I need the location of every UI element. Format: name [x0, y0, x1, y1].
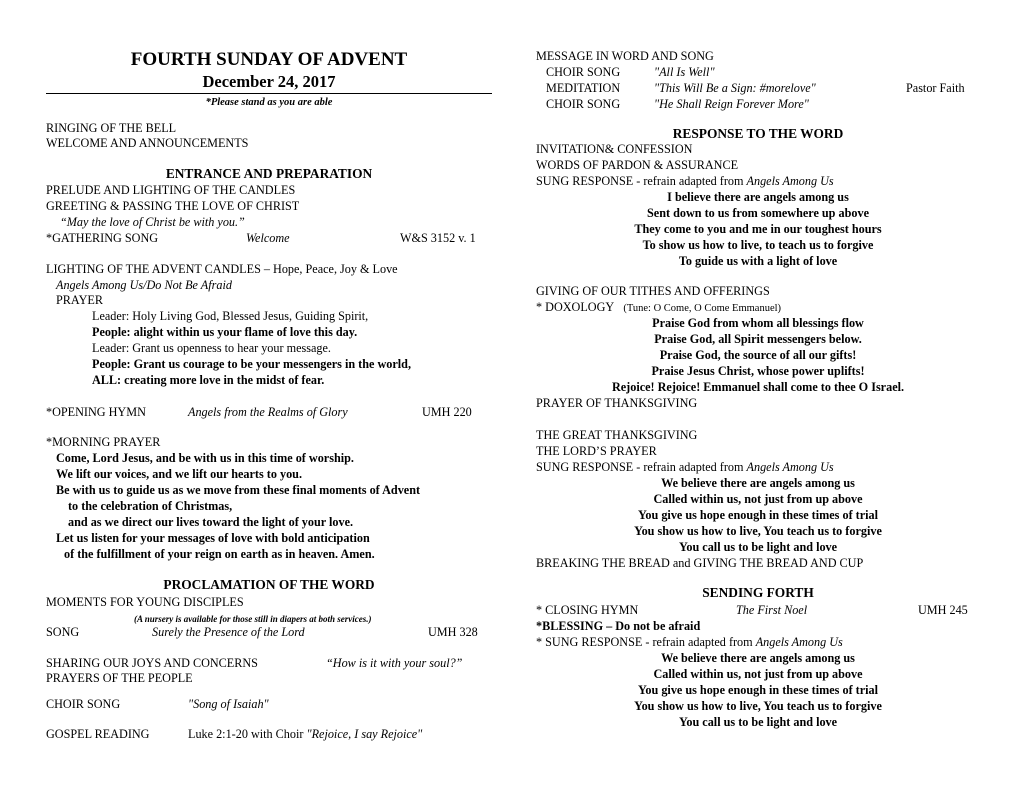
sung-response-2-line: Called within us, not just from up above: [653, 492, 863, 506]
moments-young-disciples: MOMENTS FOR YOUNG DISCIPLES: [46, 595, 244, 609]
greeting: GREETING & PASSING THE LOVE OF CHRIST: [46, 199, 300, 213]
morning-prayer-line: Let us listen for your messages of love with bold anticipation: [56, 531, 370, 545]
doxology-line: Rejoice! Rejoice! Emmanuel shall come to thee O Israel.: [611, 380, 905, 394]
response-heading: RESPONSE TO THE WORD: [672, 126, 844, 141]
sung-response-1-line: I believe there are angels among us: [667, 190, 849, 204]
sung-response-3-source: Angels Among Us: [755, 635, 843, 649]
advent-song: Angels Among Us/Do Not Be Afraid: [56, 278, 232, 292]
gathering-song-label: *GATHERING SONG: [46, 231, 159, 245]
prayer-line: People: alight within us your flame of love this day.: [92, 325, 358, 339]
sung-response-1-source: Angels Among Us: [746, 174, 834, 188]
choir-song-title: "Song of Isaiah": [188, 697, 269, 711]
sung-response-3-line: You show us how to live, You teach us to forgive: [634, 699, 882, 713]
morning-prayer-line: of the fulfillment of your reign on earth as in heaven. Amen.: [64, 547, 375, 561]
message-heading: MESSAGE IN WORD AND SONG: [536, 49, 714, 63]
sung-response-2: [536, 460, 834, 476]
prayer-thanksgiving: PRAYER OF THANKSGIVING: [536, 396, 698, 410]
morning-prayer-label: *MORNING PRAYER: [46, 435, 161, 449]
opening-hymn-label: *OPENING HYMN: [46, 405, 146, 419]
great-thanksgiving: THE GREAT THANKSGIVING: [536, 428, 698, 442]
giving-tithes: GIVING OF OUR TITHES AND OFFERINGS: [536, 284, 770, 298]
prelude: PRELUDE AND LIGHTING OF THE CANDLES: [46, 183, 296, 197]
sung-response-2-line: You show us how to live, You teach us to forgive: [634, 524, 882, 538]
lords-prayer: THE LORD’S PRAYER: [536, 444, 657, 458]
choir1-title: "All Is Well": [654, 65, 715, 79]
sung-response-2-label: SUNG RESPONSE - refrain adapted from: [536, 460, 744, 474]
gathering-song-title: Welcome: [246, 231, 290, 245]
gospel-ref-text: Luke 2:1-20 with Choir: [188, 727, 304, 741]
prayers-people: PRAYERS OF THE PEOPLE: [46, 671, 193, 685]
choir-song-label: CHOIR SONG: [46, 697, 121, 711]
entrance-heading: ENTRANCE AND PREPARATION: [165, 166, 373, 181]
choir2-title: "He Shall Reign Forever More": [654, 97, 809, 111]
gospel-ref: [188, 727, 422, 743]
sung-response-1-line: Sent down to us from somewhere up above: [647, 206, 869, 220]
song-label: SONG: [46, 625, 80, 639]
song-title: Surely the Presence of the Lord: [152, 625, 305, 639]
sharing-quote: “How is it with your soul?”: [326, 656, 463, 670]
prayer-line: ALL: creating more love in the midst of fear.: [92, 373, 325, 387]
meditation-label: MEDITATION: [546, 81, 621, 95]
sung-response-3-label: * SUNG RESPONSE - refrain adapted from: [536, 635, 753, 649]
nursery-note: (A nursery is available for those still in diapers at both services.): [134, 614, 372, 624]
closing-hymn-title: The First Noel: [736, 603, 808, 617]
page-title: FOURTH SUNDAY OF ADVENT: [130, 49, 408, 70]
ringing-bell: RINGING OF THE BELL: [46, 121, 177, 135]
sending-heading: SENDING FORTH: [702, 585, 814, 600]
doxology-label: * DOXOLOGY: [536, 300, 615, 314]
choir1-label: CHOIR SONG: [546, 65, 621, 79]
sung-response-2-line: We believe there are angels among us: [661, 476, 855, 490]
closing-hymn-label: * CLOSING HYMN: [536, 603, 639, 617]
sung-response-1-line: To guide us with a light of love: [678, 254, 838, 268]
choir2-label: CHOIR SONG: [546, 97, 621, 111]
words-of-pardon: WORDS OF PARDON & ASSURANCE: [536, 158, 739, 172]
sung-response-1-line: To show us how to live, to teach us to forgive: [642, 238, 874, 252]
opening-hymn-title: Angels from the Realms of Glory: [188, 405, 348, 419]
sung-response-1-label: SUNG RESPONSE - refrain adapted from: [536, 174, 744, 188]
sung-response-3-line: You call us to be light and love: [678, 715, 838, 729]
sung-response-2-line: You give us hope enough in these times of trial: [637, 508, 879, 522]
doxology-line: Praise God, the source of all our gifts!: [659, 348, 857, 362]
proclamation-heading: PROCLAMATION OF THE WORD: [163, 577, 375, 592]
sung-response-1-line: They come to you and me in our toughest hours: [634, 222, 882, 236]
doxology-line: Praise God from whom all blessings flow: [652, 316, 864, 330]
gospel-song-title: "Rejoice, I say Rejoice": [306, 727, 423, 741]
sung-response-2-source: Angels Among Us: [746, 460, 834, 474]
song-ref: UMH 328: [428, 625, 478, 639]
morning-prayer-line: Be with us to guide us as we move from these final moments of Advent: [56, 483, 421, 497]
doxology-line: Praise Jesus Christ, whose power uplifts!: [651, 364, 865, 378]
morning-prayer-line: and as we direct our lives toward the light of your love.: [68, 515, 354, 529]
meditation-title: "This Will Be a Sign: #morelove": [654, 81, 816, 95]
greeting-quote: “May the love of Christ be with you.”: [60, 215, 245, 229]
sung-response-3-line: Called within us, not just from up above: [653, 667, 863, 681]
invitation-confession: INVITATION& CONFESSION: [536, 142, 693, 156]
blessing: *BLESSING – Do not be afraid: [536, 619, 701, 633]
morning-prayer-line: We lift our voices, and we lift our hearts to you.: [56, 467, 302, 481]
doxology-tune: (Tune: O Come, O Come Emmanuel): [623, 303, 782, 314]
welcome-announcements: WELCOME AND ANNOUNCEMENTS: [46, 136, 249, 150]
prayer-label: PRAYER: [56, 293, 103, 307]
service-date: December 24, 2017: [202, 72, 336, 91]
morning-prayer-line: Come, Lord Jesus, and be with us in this time of worship.: [56, 451, 354, 465]
gathering-song-ref: W&S 3152 v. 1: [400, 231, 476, 245]
prayer-line: Leader: Holy Living God, Blessed Jesus, Guiding Spirit,: [92, 309, 369, 323]
doxology: [536, 300, 781, 317]
closing-hymn-ref: UMH 245: [918, 603, 968, 617]
sung-response-3-line: We believe there are angels among us: [661, 651, 855, 665]
gospel-label: GOSPEL READING: [46, 727, 150, 741]
breaking-bread: BREAKING THE BREAD and GIVING THE BREAD AND CUP: [536, 556, 864, 570]
sung-response-1: [536, 174, 834, 190]
morning-prayer-line: to the celebration of Christmas,: [68, 499, 233, 513]
opening-hymn-ref: UMH 220: [422, 405, 472, 419]
doxology-line: Praise God, all Spirit messengers below.: [654, 332, 862, 346]
prayer-line: People: Grant us courage to be your messengers in the world,: [92, 357, 411, 371]
prayer-line: Leader: Grant us openness to hear your message.: [92, 341, 331, 355]
advent-candles: LIGHTING OF THE ADVENT CANDLES – Hope, Peace, Joy & Love: [46, 262, 398, 276]
sung-response-3: [536, 635, 843, 651]
sharing-joys: SHARING OUR JOYS AND CONCERNS: [46, 656, 258, 670]
stand-note: *Please stand as you are able: [205, 97, 333, 108]
title-divider: [46, 93, 492, 94]
meditation-speaker: Pastor Faith: [906, 81, 965, 95]
sung-response-3-line: You give us hope enough in these times of trial: [637, 683, 879, 697]
sung-response-2-line: You call us to be light and love: [678, 540, 838, 554]
